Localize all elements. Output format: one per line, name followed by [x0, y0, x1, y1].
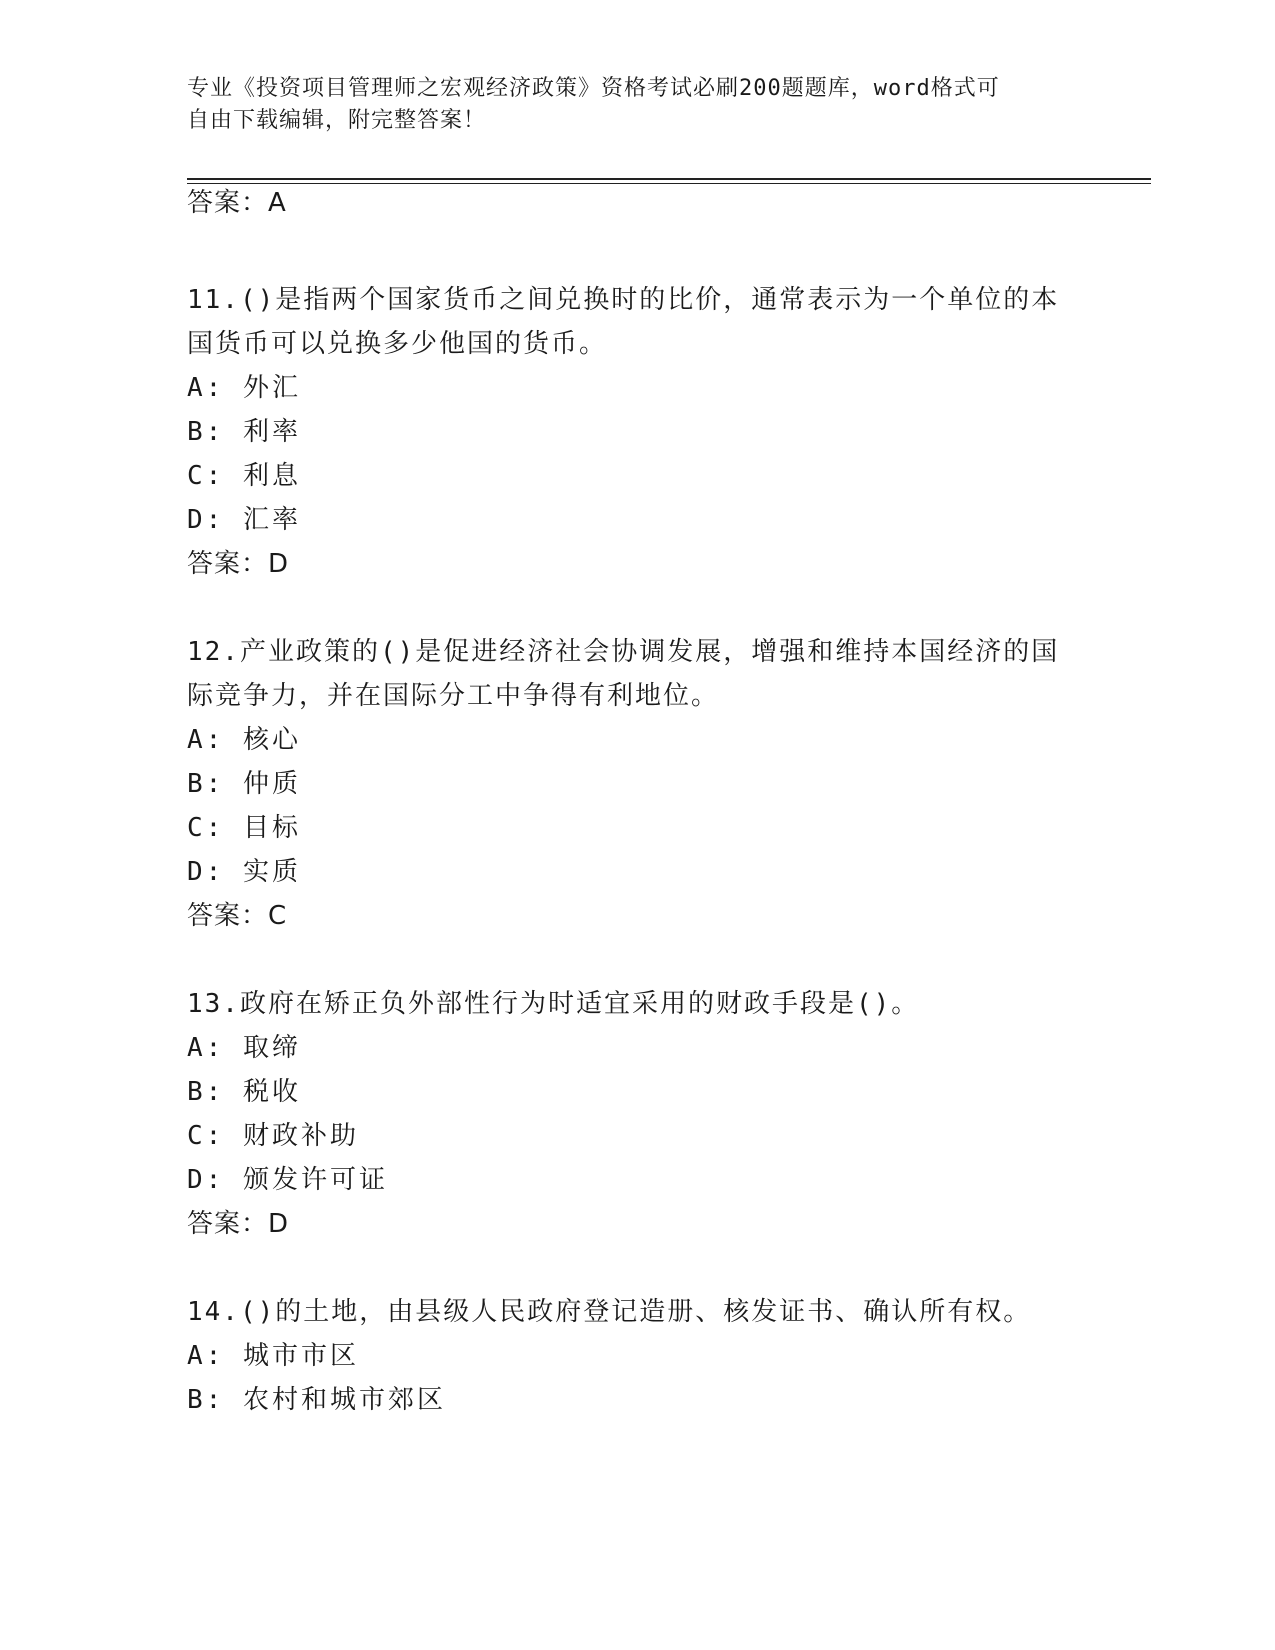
question-11-answer: 答案：D — [187, 549, 290, 579]
question-12-option-b: B: 仲质 — [187, 769, 301, 799]
question-13-line-1: 13.政府在矫正负外部性行为时适宜采用的财政手段是()。 — [187, 989, 920, 1019]
question-12-option-a: A: 核心 — [187, 725, 301, 755]
question-11-option-c: C: 利息 — [187, 461, 301, 491]
question-12-line-2: 际竞争力，并在国际分工中争得有利地位。 — [187, 681, 720, 711]
question-11-option-a: A: 外汇 — [187, 373, 301, 403]
question-13-option-a: A: 取缔 — [187, 1033, 301, 1063]
document-header — [187, 73, 1067, 137]
question-12-option-c: C: 目标 — [187, 813, 301, 843]
question-11-line-2: 国货币可以兑换多少他国的货币。 — [187, 329, 608, 359]
question-13-answer: 答案：D — [187, 1209, 290, 1239]
answer-previous: 答案：A — [187, 188, 287, 218]
question-14-line-1: 14.()的土地，由县级人民政府登记造册、核发证书、确认所有权。 — [187, 1297, 1032, 1327]
question-12-option-d: D: 实质 — [187, 857, 301, 887]
header-divider-thick — [187, 178, 1151, 180]
question-11-line-1: 11.()是指两个国家货币之间兑换时的比价，通常表示为一个单位的本 — [187, 285, 1060, 315]
question-14-option-a: A: 城市市区 — [187, 1341, 359, 1371]
question-12-line-1: 12.产业政策的()是促进经济社会协调发展，增强和维持本国经济的国 — [187, 637, 1060, 667]
question-11-option-d: D: 汇率 — [187, 505, 301, 535]
question-12-answer: 答案：C — [187, 901, 288, 931]
question-13-option-b: B: 税收 — [187, 1077, 301, 1107]
header-divider-thin — [187, 183, 1151, 184]
header-line-1: 专业《投资项目管理师之宏观经济政策》资格考试必刷200题题库，word格式可 — [187, 76, 1000, 101]
header-line-2: 自由下载编辑，附完整答案！ — [187, 108, 487, 133]
question-13-option-d: D: 颁发许可证 — [187, 1165, 388, 1195]
question-14-option-b: B: 农村和城市郊区 — [187, 1385, 446, 1415]
question-11-option-b: B: 利率 — [187, 417, 301, 447]
question-13-option-c: C: 财政补助 — [187, 1121, 359, 1151]
